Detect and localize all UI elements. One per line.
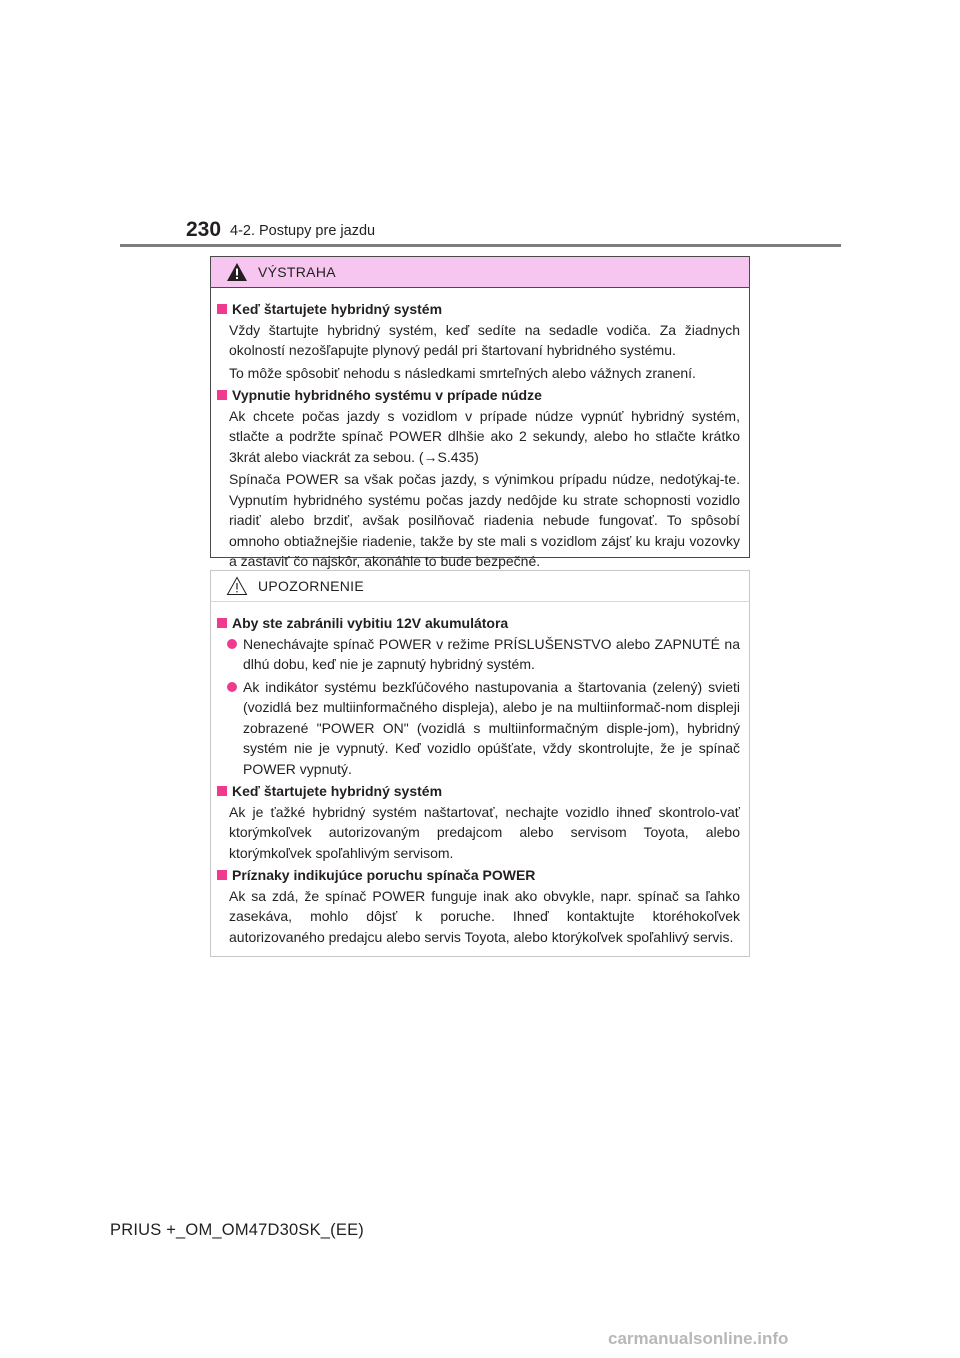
notice-item-title-text: Keď štartujete hybridný systém xyxy=(232,783,443,799)
warning-body xyxy=(211,288,749,572)
warning-paragraph: Ak chcete počas jazdy s vozidlom v prípade núdze vypnúť hybridný systém, stlačte a podržte spínač POWER dlhšie ako 2 sekundy, alebo ho stlačte krátko 3krát alebo viackrát za sebou. (→S.435) xyxy=(229,407,740,465)
pink-square-icon xyxy=(217,786,227,796)
notice-item-title-text: Aby ste zabránili vybitiu 12V akumulátora xyxy=(232,615,509,631)
notice-body xyxy=(211,602,749,947)
notice-label: UPOZORNENIE xyxy=(258,578,364,594)
warning-item-title xyxy=(217,299,740,320)
warning-box-header xyxy=(211,257,749,288)
header-rule xyxy=(120,244,841,247)
warning-item-title xyxy=(217,385,740,406)
warning-paragraph: To môže spôsobiť nehodu s následkami smrteľných alebo vážnych zranení. xyxy=(229,364,696,381)
notice-item-title-text: Príznaky indikujúce poruchu spínača POWER xyxy=(232,867,536,883)
notice-bullet-text: Nenechávajte spínač POWER v režime PRÍSLUŠENSTVO alebo ZAPNUTÉ na dlhú dobu, keď nie je zapnutý hybridný systém. xyxy=(243,635,740,672)
pink-circle-icon xyxy=(227,639,237,649)
page-number: 230 xyxy=(186,218,222,241)
notice-item-title xyxy=(217,781,740,802)
document-code: PRIUS +_OM_OM47D30SK_(EE) xyxy=(110,1221,364,1239)
pink-square-icon xyxy=(217,304,227,314)
pink-square-icon xyxy=(217,870,227,880)
notice-item-title xyxy=(217,865,740,886)
section-title: 4-2. Postupy pre jazdu xyxy=(230,223,376,239)
notice-box-header xyxy=(211,571,749,602)
warning-box xyxy=(210,256,750,569)
warning-paragraph: Spínača POWER sa však počas jazdy, s výnimkou prípadu núdze, nedotýkaj-te. Vypnutím hybridného systému počas jazdy nedôjde ku strate schopnosti vozidlo riadiť alebo brzdiť, avšak posilňovač riadenia nebude fungovať. To spôsobí omnoho obtiažnejšie riadenie, takže by ste mali s vozidlom zájsť ku kraju vozovky a zastaviť čo najskôr, akonáhle to bude bezpečné. xyxy=(229,471,740,569)
warning-triangle-outline-icon xyxy=(226,576,248,596)
warning-label: VÝSTRAHA xyxy=(258,264,336,280)
warning-triangle-filled-icon xyxy=(226,262,248,282)
notice-item-title xyxy=(217,613,740,634)
pink-square-icon xyxy=(217,390,227,400)
notice-paragraph: Ak sa zdá, že spínač POWER funguje inak ako obvykle, napr. spínač sa ľahko zasekáva, mohlo dôjsť k poruche. Ihneď kontaktujte ktoréhokoľvek autorizovaného predajcu alebo servis Toyota, alebo ktorýkoľvek spoľahlivý servis. xyxy=(229,887,740,945)
notice-bullet-text: Ak indikátor systému bezkľúčového nastupovania a štartovania (zelený) svieti (vozidlá bez multiinformačného displeja), alebo je na multiinformač-nom displeji zobrazené "POWER ON" (vozidlá s multiinformačným disple-jom), hybridný systém nie je vypnutý. Keď vozidlo opúšťate, vždy skontrolujte, že je spínač POWER vypnutý. xyxy=(243,678,740,777)
watermark: carmanualsonline.info xyxy=(608,1329,789,1348)
notice-box xyxy=(210,570,750,957)
warning-item-title-text: Vypnutie hybridného systému v prípade núdze xyxy=(232,387,542,403)
notice-bullet xyxy=(227,677,740,780)
notice-paragraph: Ak je ťažké hybridný systém naštartovať, nechajte vozidlo ihneď skontrolo-vať ktorýmkoľvek autorizovaným predajcom alebo servisom Toyota, alebo ktorýmkoľvek spoľahlivým servisom. xyxy=(229,803,740,861)
pink-circle-icon xyxy=(227,682,237,692)
warning-paragraph: Vždy štartujte hybridný systém, keď sedíte na sedadle vodiča. Za žiadnych okolností nezošľapujte plynový pedál pri štartovaní hybridného systému. xyxy=(229,321,740,358)
warning-item-title-text: Keď štartujete hybridný systém xyxy=(232,301,443,317)
notice-bullet xyxy=(227,634,740,675)
pink-square-icon xyxy=(217,618,227,628)
